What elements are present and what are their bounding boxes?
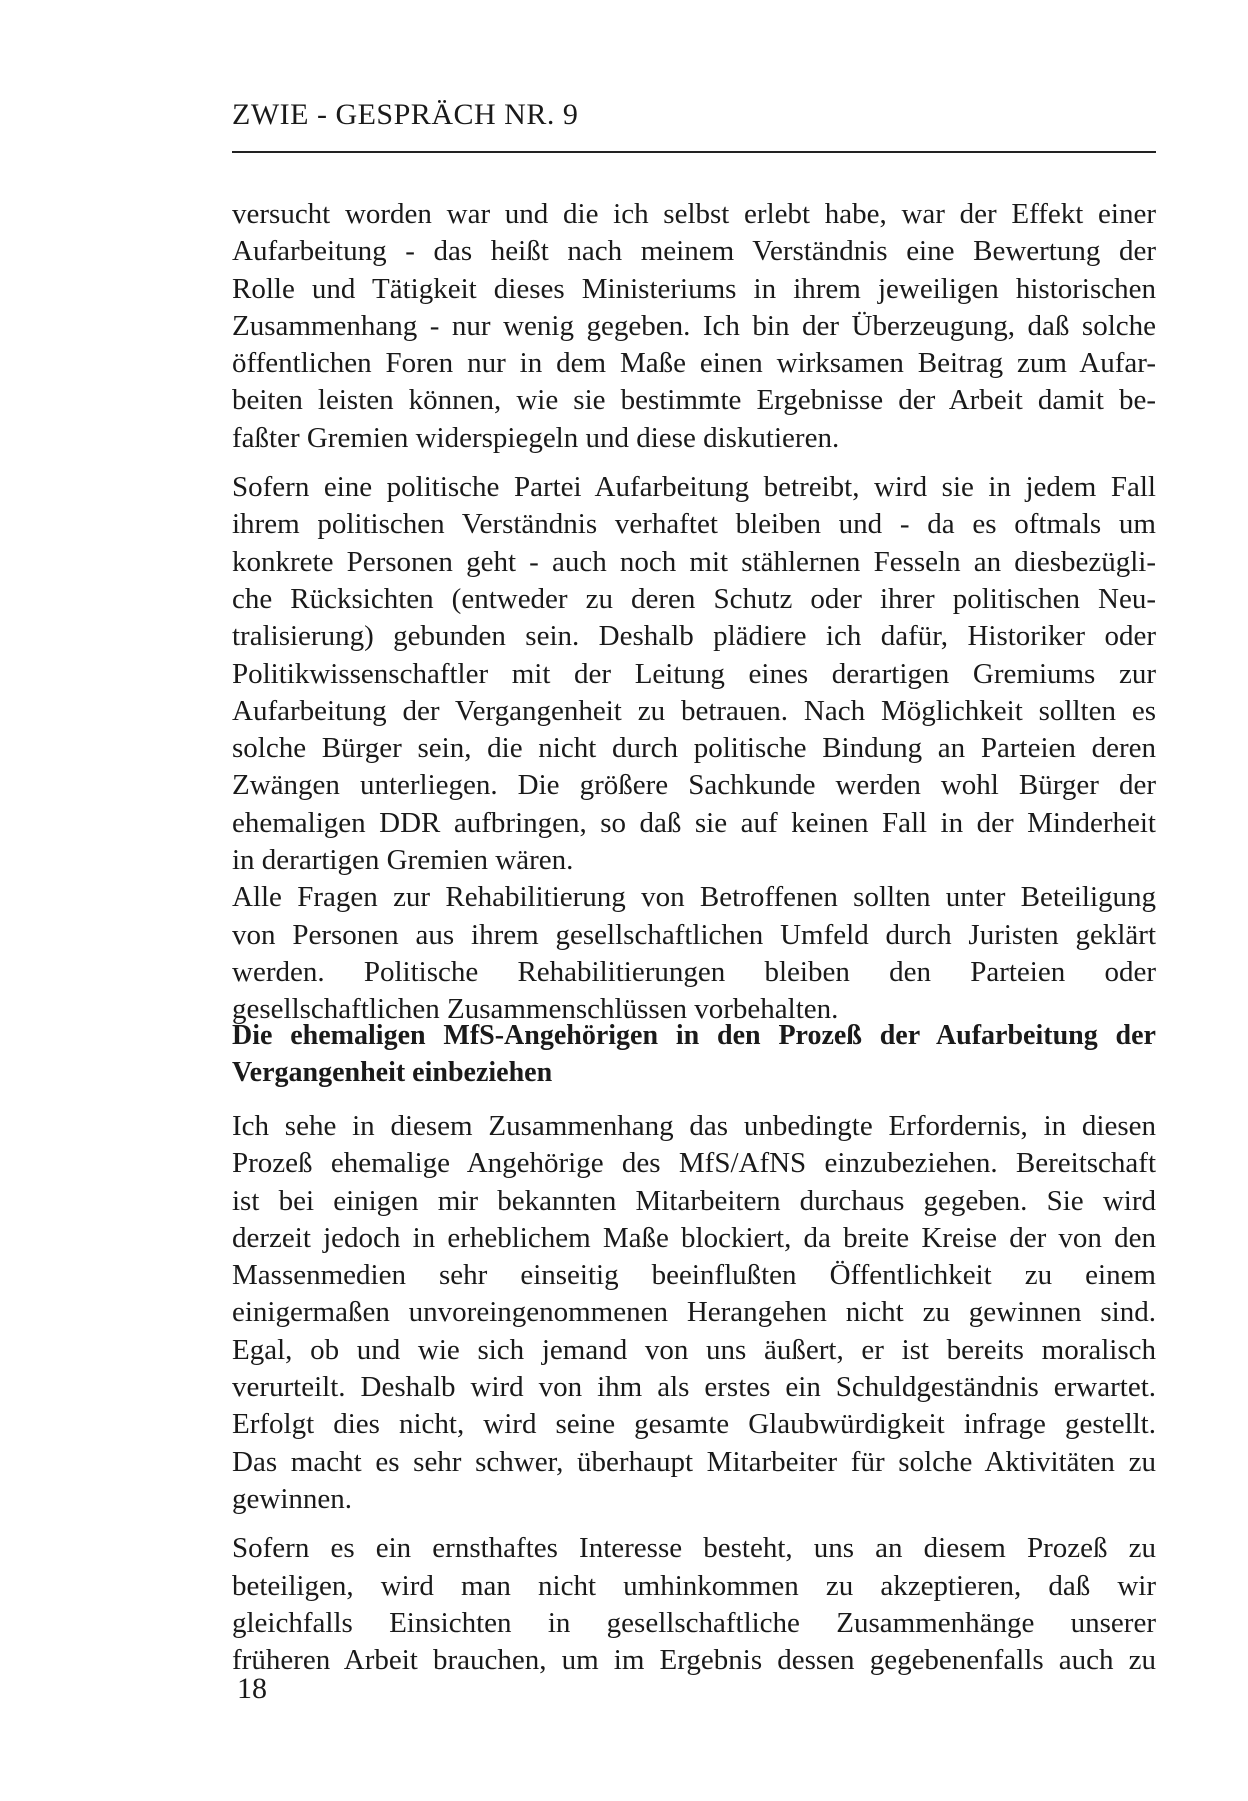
text-line: che Rücksichten (entweder zu deren Schutz oder ihrer politischen Neu- <box>232 582 1156 615</box>
text-line: früheren Arbeit brauchen, um im Ergebnis dessen gegebenenfalls auch zu <box>232 1644 1156 1677</box>
text-line: beiten leisten können, wie sie bestimmte Ergebnisse der Arbeit damit be- <box>232 384 1156 417</box>
text-line: Egal, ob und wie sich jemand von uns äußert, er ist bereits moralisch <box>232 1333 1156 1366</box>
text-line: Ich sehe in diesem Zusammenhang das unbedingte Erfordernis, in diesen <box>232 1110 1156 1142</box>
heading-line: Die ehemaligen MfS-Angehörigen in den Prozeß der Aufarbeitung der <box>232 1020 1156 1051</box>
text-line: Rolle und Tätigkeit dieses Ministeriums in ihrem jeweiligen historischen <box>232 272 1156 305</box>
text-line: Massenmedien sehr einseitig beeinflußten Öffentlichkeit zu einem <box>232 1259 1156 1292</box>
text-line: werden. Politische Rehabilitierungen bleiben den Parteien oder <box>232 955 1156 988</box>
text-line: ist bei einigen mir bekannten Mitarbeitern durchaus gegeben. Sie wird <box>232 1184 1156 1217</box>
text-line: Sofern es ein ernsthaftes Interesse besteht, uns an diesem Prozeß zu <box>232 1532 1156 1565</box>
text-line: ehemaligen DDR aufbringen, so daß sie auf keinen Fall in der Minderheit <box>232 806 1156 839</box>
text-line: konkrete Personen geht - auch noch mit stählernen Fesseln an diesbezügli- <box>232 545 1156 578</box>
running-header: ZWIE - GESPRÄCH NR. 9 <box>232 98 579 131</box>
text-line: Das macht es sehr schwer, überhaupt Mitarbeiter für solche Aktivitäten zu <box>232 1445 1156 1478</box>
text-line: faßter Gremien widerspiegeln und diese diskutieren. <box>232 421 840 454</box>
text-line: derzeit jedoch in erheblichem Maße blockiert, da breite Kreise der von den <box>232 1221 1156 1254</box>
text-line: Politikwissenschaftler mit der Leitung eines derartigen Gremiums zur <box>232 657 1156 690</box>
section-heading <box>232 1017 1156 1091</box>
paragraph <box>232 1108 1156 1518</box>
text-line: ihrem politischen Verständnis verhaftet bleiben und - da es oftmals um <box>232 508 1156 541</box>
text-line: Prozeß ehemalige Angehörige des MfS/AfNS einzubeziehen. Bereitschaft <box>232 1147 1156 1180</box>
text-line: in derartigen Gremien wären. <box>232 844 574 877</box>
header-rule <box>232 151 1156 153</box>
text-line: versucht worden war und die ich selbst erlebt habe, war der Effekt einer <box>232 198 1156 230</box>
text-line: beteiligen, wird man nicht umhinkommen zu akzeptieren, daß wir <box>232 1569 1156 1602</box>
text-line: Alle Fragen zur Rehabilitierung von Betroffenen sollten unter Beteiligung <box>232 881 1156 914</box>
text-line: tralisierung) gebunden sein. Deshalb plädiere ich dafür, Historiker oder <box>232 620 1156 653</box>
section-body-1 <box>232 196 1156 1029</box>
text-line: verurteilt. Deshalb wird von ihm als erstes ein Schuldgeständnis erwartet. <box>232 1371 1156 1404</box>
text-line: Erfolgt dies nicht, wird seine gesamte Glaubwürdigkeit infrage gestellt. <box>232 1408 1156 1441</box>
paragraph <box>232 196 1156 457</box>
text-line: Sofern eine politische Partei Aufarbeitung betreibt, wird sie in jedem Fall <box>232 471 1156 504</box>
paragraph <box>232 879 1156 1028</box>
page-number: 18 <box>237 1672 267 1705</box>
text-line: Aufarbeitung der Vergangenheit zu betrauen. Nach Möglichkeit sollten es <box>232 694 1156 727</box>
text-line: öffentlichen Foren nur in dem Maße einen wirksamen Beitrag zum Aufar- <box>232 347 1156 380</box>
section-body-2 <box>232 1108 1156 1679</box>
text-line: einigermaßen unvoreingenommenen Herangehen nicht zu gewinnen sind. <box>232 1296 1156 1329</box>
text-line: Zusammenhang - nur wenig gegeben. Ich bin der Überzeugung, daß solche <box>232 309 1156 342</box>
text-line: Aufarbeitung - das heißt nach meinem Verständnis eine Bewertung der <box>232 235 1156 268</box>
text-line: gleichfalls Einsichten in gesellschaftliche Zusammenhänge unserer <box>232 1606 1156 1639</box>
heading-line: Vergangenheit einbeziehen <box>232 1057 553 1088</box>
text-line: Zwängen unterliegen. Die größere Sachkunde werden wohl Bürger der <box>232 769 1156 802</box>
text-line: gewinnen. <box>232 1482 352 1515</box>
text-line: von Personen aus ihrem gesellschaftlichen Umfeld durch Juristen geklärt <box>232 918 1156 951</box>
text-line: gesellschaftlichen Zusammenschlüssen vorbehalten. <box>232 993 839 1026</box>
text-line: solche Bürger sein, die nicht durch politische Bindung an Parteien deren <box>232 732 1156 765</box>
paragraph <box>232 469 1156 879</box>
paragraph <box>232 1530 1156 1679</box>
